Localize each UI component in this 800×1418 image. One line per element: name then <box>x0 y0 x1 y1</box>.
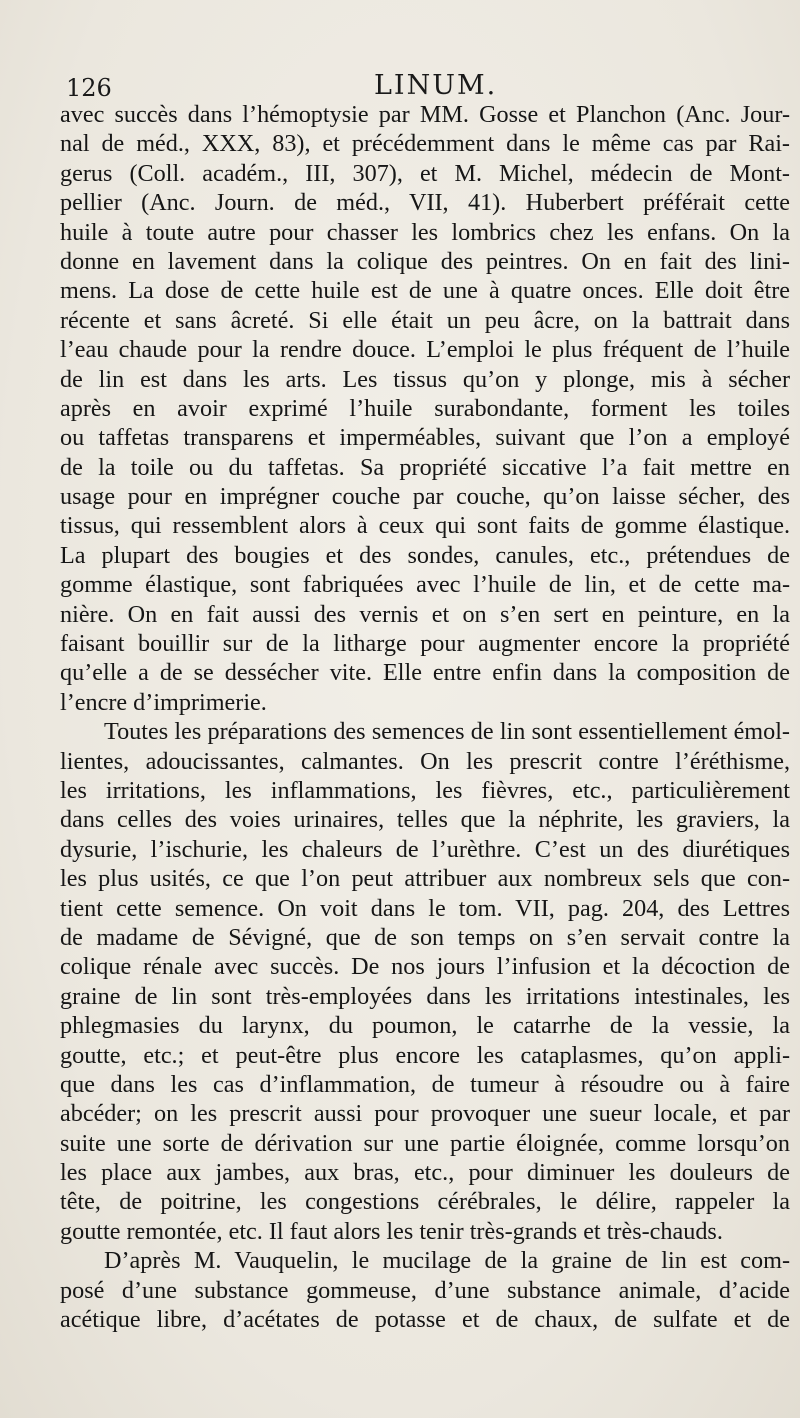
text-line: La plupart des bougies et des sondes, canules, etc., prétendues de <box>60 541 790 569</box>
text-line: récente et sans âcreté. Si elle était un peu âcre, on la battrait dans <box>60 306 790 334</box>
text-line: donne en lavement dans la colique des peintres. On en fait des lini- <box>60 247 790 275</box>
paragraph-1 <box>60 100 790 717</box>
text-line: usage pour en imprégner couche par couche, qu’on laisse sécher, des <box>60 483 790 511</box>
page-number: 126 <box>66 74 112 102</box>
text-line: tient cette semence. On voit dans le tom. VII, pag. 204, des Lettres <box>60 894 790 922</box>
text-line: l’eau chaude pour la rendre douce. L’emploi le plus fréquent de l’huile <box>60 336 790 364</box>
text-line: colique rénale avec succès. De nos jours l’infusion et la décoction de <box>60 953 790 981</box>
text-line: gomme élastique, sont fabriquées avec l’huile de lin, et de cette ma- <box>60 571 790 599</box>
paragraph-3 <box>60 1246 790 1334</box>
text-line: qu’elle a de se dessécher vite. Elle entre enfin dans la composition de <box>60 659 790 687</box>
text-line: ou taffetas transparens et imperméables, suivant que l’on a employé <box>60 424 790 452</box>
text-line: lientes, adoucissantes, calmantes. On les prescrit contre l’éréthisme, <box>60 747 790 775</box>
text-line: nal de méd., XXX, 83), et précédemment dans le même cas par Rai- <box>60 130 790 158</box>
text-line: l’encre d’imprimerie. <box>60 688 267 716</box>
text-line: dysurie, l’ischurie, les chaleurs de l’urèthre. C’est un des diurétiques <box>60 835 790 863</box>
paragraph-2 <box>60 717 790 1246</box>
text-line: les plus usités, ce que l’on peut attribuer aux nombreux sels que con- <box>60 865 790 893</box>
text-line: avec succès dans l’hémoptysie par MM. Gosse et Planchon (Anc. Jour- <box>60 101 790 128</box>
text-line: suite une sorte de dérivation sur une partie éloignée, comme lorsqu’on <box>60 1129 790 1157</box>
text-line: abcéder; on les prescrit aussi pour provoquer une sueur locale, et par <box>60 1100 790 1128</box>
text-line: posé d’une substance gommeuse, d’une substance animale, d’acide <box>60 1276 790 1304</box>
text-line: goutte remontée, etc. Il faut alors les tenir très-grands et très-chauds. <box>60 1217 723 1245</box>
running-head: LINUM. <box>374 70 498 101</box>
text-line: dans celles des voies urinaires, telles que la néphrite, les graviers, la <box>60 806 790 834</box>
text-line: que dans les cas d’inflammation, de tumeur à résoudre ou à faire <box>60 1070 790 1098</box>
text-line: tissus, qui ressemblent alors à ceux qui sont faits de gomme élastique. <box>60 512 790 540</box>
text-line: les place aux jambes, aux bras, etc., pour diminuer les douleurs de <box>60 1159 790 1187</box>
text-line: pellier (Anc. Journ. de méd., VII, 41). Huberbert préférait cette <box>60 189 790 217</box>
text-line: huile à toute autre pour chasser les lombrics chez les enfans. On la <box>60 218 790 246</box>
text-line: mens. La dose de cette huile est de une à quatre onces. Elle doit être <box>60 277 790 305</box>
body-text <box>60 100 790 1334</box>
text-line: Toutes les préparations des semences de lin sont essentiellement émol- <box>104 718 790 746</box>
text-line: les irritations, les inflammations, les fièvres, etc., particulièrement <box>60 776 790 804</box>
text-line: acétique libre, d’acétates de potasse et de chaux, de sulfate et de <box>60 1306 790 1334</box>
text-line: après en avoir exprimé l’huile surabondante, forment les toiles <box>60 394 790 422</box>
text-line: gerus (Coll. académ., III, 307), et M. Michel, médecin de Mont- <box>60 159 790 187</box>
text-line: de la toile ou du taffetas. Sa propriété siccative l’a fait mettre en <box>60 453 790 481</box>
text-line: phlegmasies du larynx, du poumon, le catarrhe de la vessie, la <box>60 1012 790 1040</box>
text-line: D’après M. Vauquelin, le mucilage de la graine de lin est com- <box>104 1247 790 1275</box>
text-line: graine de lin sont très-employées dans les irritations intestinales, les <box>60 982 790 1010</box>
text-line: goutte, etc.; et peut-être plus encore les cataplasmes, qu’on appli- <box>60 1041 790 1069</box>
text-line: tête, de poitrine, les congestions cérébrales, le délire, rappeler la <box>60 1188 790 1216</box>
text-line: de lin est dans les arts. Les tissus qu’on y plonge, mis à sécher <box>60 365 790 393</box>
text-line: de madame de Sévigné, que de son temps on s’en servait contre la <box>60 923 790 951</box>
text-line: faisant bouillir sur de la litharge pour augmenter encore la propriété <box>60 630 790 658</box>
text-line: nière. On en fait aussi des vernis et on s’en sert en peinture, en la <box>60 600 790 628</box>
